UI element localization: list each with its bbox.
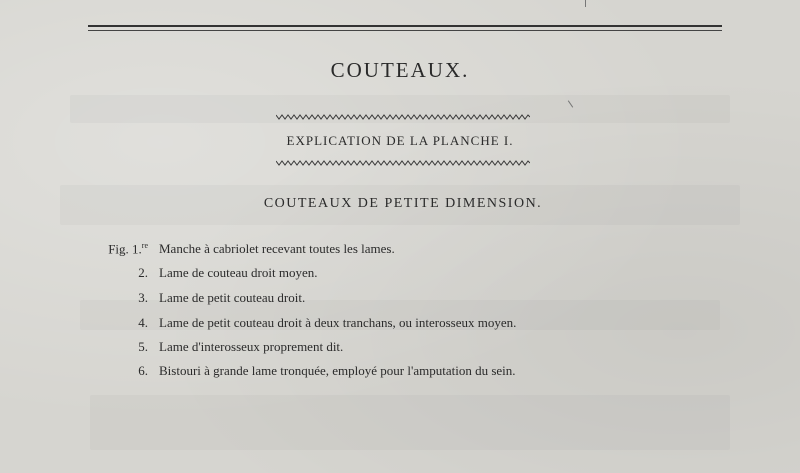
list-item — [0, 339, 760, 359]
list-item — [0, 241, 760, 261]
header-rule-thick — [88, 25, 722, 27]
ornamental-rule-lower — [276, 160, 530, 166]
page-title: COUTEAUX. — [330, 58, 470, 82]
figure-number: 2. — [138, 265, 148, 280]
list-item — [0, 265, 760, 285]
figure-caption: Lame d'interosseux proprement dit. — [159, 339, 344, 354]
figure-caption: Manche à cabriolet recevant toutes les lames. — [159, 241, 395, 256]
figure-caption: Lame de couteau droit moyen. — [159, 265, 318, 280]
figure-caption: Bistouri à grande lame tronquée, employé pour l'amputation du sein. — [159, 363, 516, 378]
margin-mark — [585, 0, 586, 7]
section-heading: COUTEAUX DE PETITE DIMENSION. — [263, 196, 543, 211]
list-item — [0, 363, 760, 383]
list-item — [0, 315, 760, 335]
header-rule-thin — [88, 30, 722, 31]
list-item — [0, 290, 760, 310]
figure-caption: Lame de petit couteau droit à deux tranchans, ou interosseux moyen. — [159, 315, 517, 330]
figure-caption: Lame de petit couteau droit. — [159, 290, 306, 305]
figure-number: Fig. 1.$^{re}$ — [108, 241, 148, 257]
show-through-band — [90, 395, 730, 450]
figure-number: 6. — [138, 363, 148, 378]
figure-number: 3. — [138, 290, 148, 305]
figure-number: 5. — [138, 339, 148, 354]
plate-explanation-heading: EXPLICATION DE LA PLANCHE I. — [286, 133, 514, 148]
ornamental-rule-upper — [276, 114, 530, 120]
figure-number: 4. — [138, 315, 148, 330]
